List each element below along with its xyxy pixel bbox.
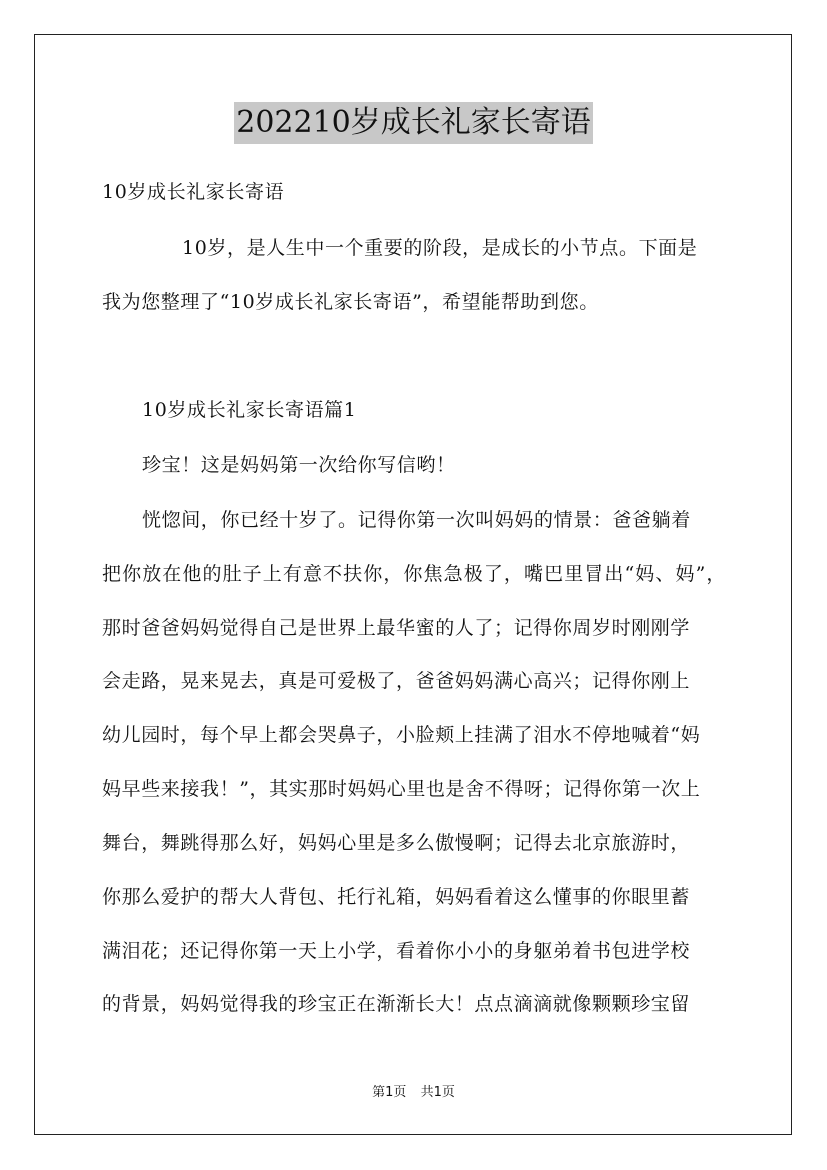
intro-line-2: 我为您整理了“10岁成长礼家长寄语”，希望能帮助到您。 [102,291,599,313]
document-title-wrapper [0,102,827,144]
body-line-6: 妈早些来接我！”，其实那时妈妈心里也是舍不得呀；记得你第一次上 [102,778,701,800]
intro-line-1: 10岁，是人生中一个重要的阶段，是成长的小节点。下面是 [182,237,698,259]
body-line-5: 幼儿园时，每个早上都会哭鼻子，小脸颊上挂满了泪水不停地喊着“妈 [102,724,701,746]
body-line-9: 满泪花；还记得你第一天上小学，看着你小小的身躯弟着书包进学校 [102,940,691,962]
body-line-8: 你那么爱护的帮大人背包、托行礼箱，妈妈看着这么懂事的你眼里蓄 [102,886,691,908]
body-line-10: 的背景，妈妈觉得我的珍宝正在渐渐长大！点点滴滴就像颗颗珍宝留 [102,993,691,1015]
body-line-4: 会走路，晃来晃去，真是可爱极了，爸爸妈妈满心高兴；记得你刚上 [102,670,691,692]
page-footer [0,1081,827,1100]
body-line-7: 舞台，舞跳得那么好，妈妈心里是多么傲慢啊；记得去北京旅游时， [102,832,691,854]
document-subtitle: 10岁成长礼家长寄语 [102,181,285,203]
document-title: 202210岁成长礼家长寄语 [234,102,593,144]
footer-page-number: 第1页 [372,1085,407,1100]
greeting-line: 珍宝！这是妈妈第一次给你写信哟！ [142,454,456,476]
body-line-3: 那时爸爸妈妈觉得自己是世界上最华蜜的人了；记得你周岁时刚刚学 [102,617,691,639]
body-line-2: 把你放在他的肚子上有意不扶你，你焦急极了，嘴巴里冒出“妈、妈”， [102,563,726,585]
footer-page-total: 共1页 [420,1085,455,1100]
section-heading: 10岁成长礼家长寄语篇1 [142,399,357,421]
body-line-1: 恍惚间，你已经十岁了。记得你第一次叫妈妈的情景：爸爸躺着 [142,509,691,531]
